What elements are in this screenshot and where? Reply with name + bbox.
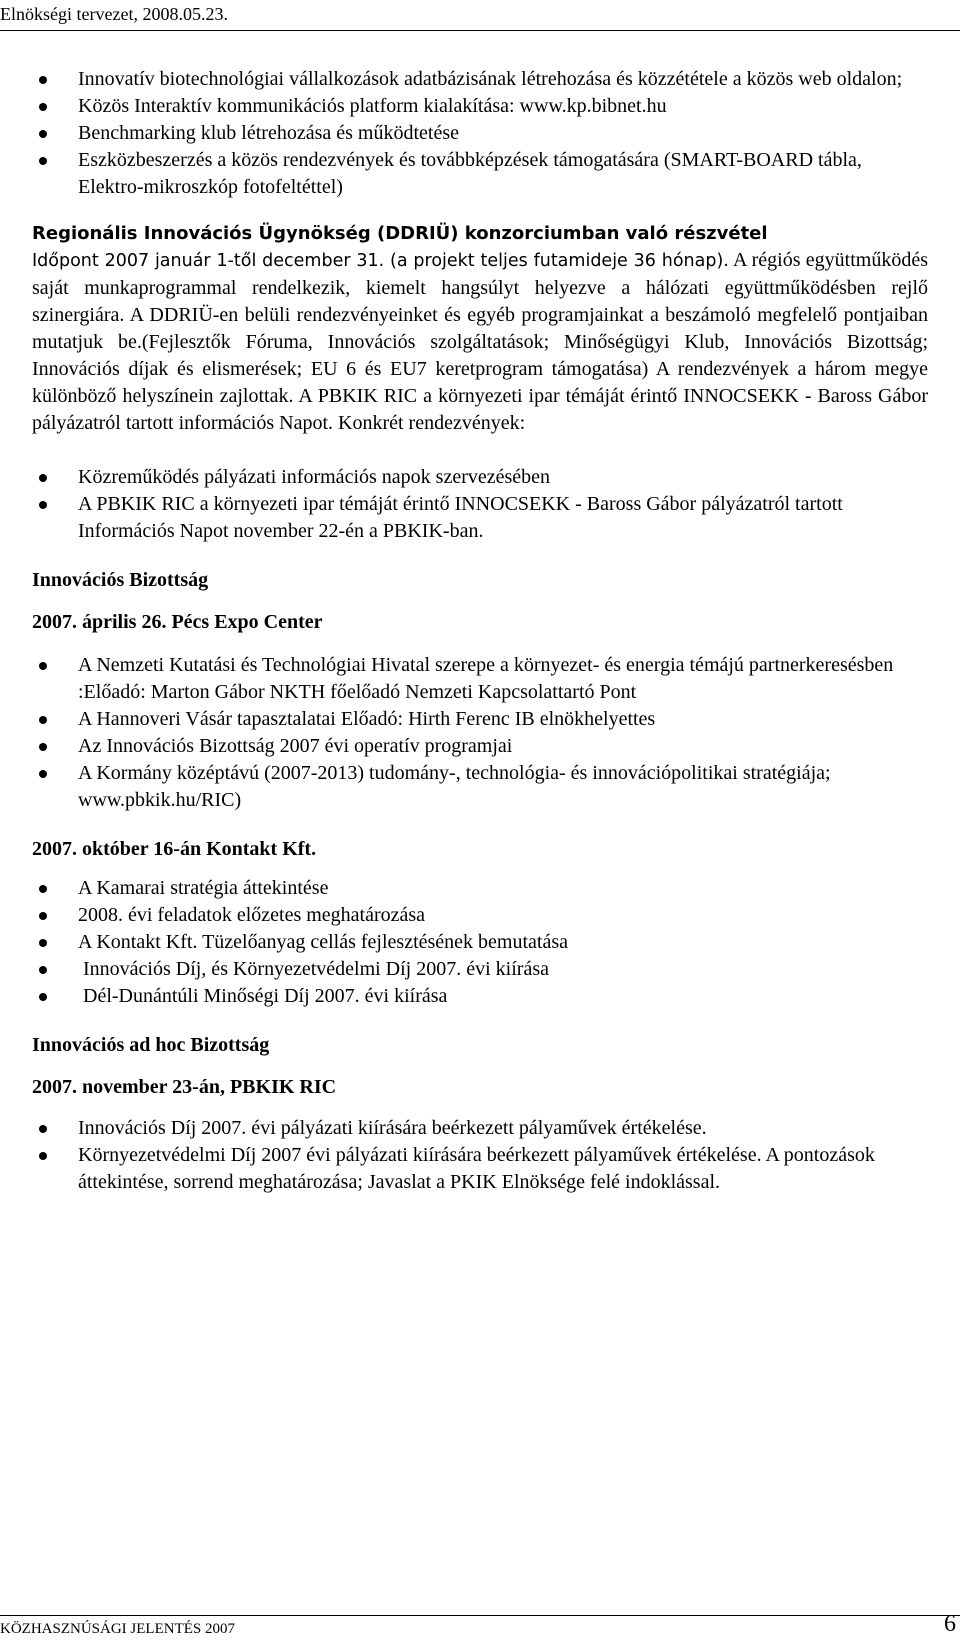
header-rule — [0, 30, 960, 31]
footer-rule — [0, 1615, 960, 1616]
meeting-date-april — [32, 609, 928, 636]
list-item: A Kontakt Kft. Tüzelőanyag cellás fejlesztésének bemutatása — [32, 929, 928, 956]
list-item: Dél-Dunántúli Minőségi Díj 2007. évi kiírása — [32, 983, 928, 1010]
bullet-list-november-agenda — [32, 1115, 928, 1196]
list-item: Környezetvédelmi Díj 2007 évi pályázati kiírására beérkezett pályaművek értékelése. A pontozások áttekintése, sorrend meghatározása; Javaslat a PKIK Elnöksége felé indoklással. — [32, 1142, 928, 1196]
list-item: A Nemzeti Kutatási és Technológiai Hivatal szerepe a környezet- és energia témájú partnerkeresésben :Előadó: Marton Gábor NKTH főelőadó Nemzeti Kapcsolattartó Pont — [32, 652, 928, 706]
paragraph-ddriu — [32, 247, 928, 437]
list-item: A Kamarai stratégia áttekintése — [32, 875, 928, 902]
bullet-list-events — [32, 464, 928, 545]
bullet-list-october-agenda — [32, 875, 928, 1010]
bullet-list-april-agenda — [32, 652, 928, 814]
running-header: Elnökségi tervezet, 2008.05.23. — [0, 4, 228, 24]
list-item: 2008. évi feladatok előzetes meghatározása — [32, 902, 928, 929]
meeting-place: Pécs Expo Center — [166, 611, 323, 633]
section-heading-innovacios-bizottsag: Innovációs Bizottság — [32, 569, 209, 591]
list-item: A PBKIK RIC a környezeti ipar témáját érintő INNOCSEKK - Baross Gábor pályázatról tartott Információs Napot november 22-én a PBKIK-ban. — [32, 491, 928, 545]
running-footer: KÖZHASZNÚSÁGI JELENTÉS 2007 — [0, 1621, 235, 1637]
list-item: Innovációs Díj, és Környezetvédelmi Díj 2007. évi kiírása — [32, 956, 928, 983]
list-item: Innovatív biotechnológiai vállalkozások adatbázisának létrehozása és közzététele a közös web oldalon; — [32, 66, 928, 93]
section-heading-ad-hoc-bizottsag: Innovációs ad hoc Bizottság — [32, 1034, 270, 1056]
meeting-date-bold: 2007. április 26. — [32, 611, 167, 633]
paragraph-body-text: A régiós együttműködés saját munkaprogrammal rendelkezik, kiemelt hangsúlyt helyezve a hálózati együttműködésben rejlő szinergiára. A DDRIÜ-en belüli rendezvényeinket és egyéb programjainkat a beszámoló megfelelő pontjaiban mutatjuk be.(Fejlesztők Fóruma, Innovációs szolgáltatások; Minőségügyi Klub, Innovációs Bizottság; Innovációs díjak és elismerések; EU 6 és EU7 keretprogram támogatása) A rendezvények a három megye különböző helyszínein zajlottak. A PBKIK RIC a környezeti ipar témáját érintő INNOCSEKK - Baross Gábor pályázatról tartott információs Napot. Konkrét rendezvények: — [32, 249, 928, 434]
page-content — [32, 66, 928, 1196]
bullet-list-initiatives — [32, 66, 928, 201]
list-item: Az Innovációs Bizottság 2007 évi operatív programjai — [32, 733, 928, 760]
page-number: 6 — [944, 1611, 956, 1637]
list-item: Eszközbeszerzés a közös rendezvények és továbbképzések támogatására (SMART-BOARD tábla, Elektro-mikroszkóp fotofeltéttel) — [32, 147, 928, 201]
list-item: A Hannoveri Vásár tapasztalatai Előadó: Hirth Ferenc IB elnökhelyettes — [32, 706, 928, 733]
section-heading-ddriu: Regionális Innovációs Ügynökség (DDRIÜ) konzorciumban való részvétel — [32, 223, 768, 244]
list-item: Közös Interaktív kommunikációs platform kialakítása: www.kp.bibnet.hu — [32, 93, 928, 120]
meeting-date-october: 2007. október 16-án Kontakt Kft. — [32, 838, 317, 860]
meeting-date-november: 2007. november 23-án, PBKIK RIC — [32, 1076, 337, 1098]
list-item: Közreműködés pályázati információs napok szervezésében — [32, 464, 928, 491]
list-item: Innovációs Díj 2007. évi pályázati kiírására beérkezett pályaművek értékelése. — [32, 1115, 928, 1142]
paragraph-date-text: Időpont 2007 január 1-től december 31. (a projekt teljes futamideje 36 hónap). — [32, 251, 729, 271]
list-item: A Kormány középtávú (2007-2013) tudomány-, technológia- és innovációpolitikai stratégiája; www.pbkik.hu/RIC) — [32, 760, 928, 814]
list-item: Benchmarking klub létrehozása és működtetése — [32, 120, 928, 147]
